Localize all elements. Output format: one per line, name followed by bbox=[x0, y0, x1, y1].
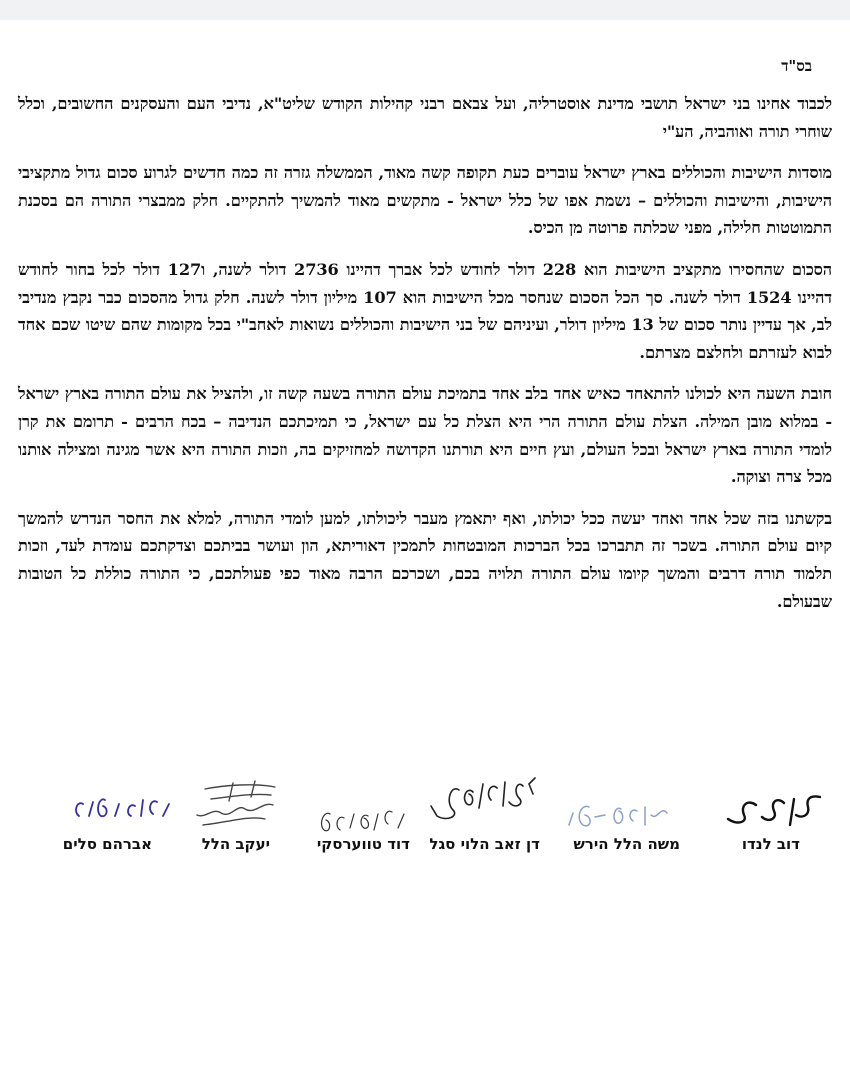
letter-header: בס"ד bbox=[781, 57, 812, 75]
signature-david-twersky bbox=[310, 800, 410, 840]
signature-avraham-salim bbox=[65, 788, 175, 828]
signatory-name: משה הלל הירש bbox=[573, 835, 680, 853]
signatory-name: אברהם סלים bbox=[62, 835, 152, 853]
paragraph-salutation: לכבוד אחינו בני ישראל תושבי מדינת אוסטרליה, ועל צבאם רבני קהילות הקודש שליט"א, נדיבי העם והעסקנים החשובים, וכלל שוחרי תורה ואוהביה, הע"י bbox=[18, 94, 832, 141]
letter-body bbox=[18, 90, 832, 615]
signatory-name: דן זאב הלוי סגל bbox=[429, 835, 540, 853]
top-bar bbox=[0, 0, 850, 20]
signatory-name: יעקב הלל bbox=[201, 835, 270, 853]
paragraph-duty: חובת השעה היא לכולנו להתאחד כאיש אחד בלב אחד בתמיכת עולם התורה בשעה קשה זו, ולהציל את עולם התורה בארץ ישראל - במלוא מובן המילה. הצלת עולם התורה הרי היא הצלת כל עם ישראל, כי תמיכתכם הנדיבה – בכח הרבים - תרומם את קרן לומדי התורה בארץ ישראל ובכל העולם, ועץ חיים היא תורתנו הקדושה למחזיקים בה, וזכות התורה היא אשר מגינה ומצילה אותנו מכל צרה וצוקה. bbox=[18, 384, 832, 487]
paragraph-figures: הסכום שהחסירו מתקציב הישיבות הוא 228 דולר לחודש לכל אברך דהיינו 2736 דולר לשנה, ו127 דולר לכל בחור לחודש דהיינו 1524 דולר לשנה. סך הכל הסכום שנחסר מכל הישיבות הוא 107 מיליון דולר לשנה. חלק גדול מהסכום כבר נקבץ מנדיבי לב, אך עדיין נותר סכום של 13 מיליון דולר, ועיניהם של בני הישיבות והכוללים נשואות לאחב"י בכל מקומות שהם שיטו שכם אחד לבוא לעזרתם ולחלצם מצרתם. bbox=[18, 259, 832, 362]
signature-moshe-hillel-hirsch bbox=[565, 795, 675, 835]
paragraph-request: בקשתנו בזה שכל אחד ואחד יעשה ככל יכולתו, ואף יתאמץ מעבר ליכולתו, למען לומדי התורה, למלא את החסר הנדרש להמשך קיום עולם התורה. בשכר זה תתברכו בכל הברכות המובטחות לתמכין דאוריתא, הון ועושר בביתכם וצדקתכם עומדת לעד, וזכות תלמוד תורה דרבים והמשך קיומו עולם התורה תלויה בכם, ושכרכם הרבה מאוד כפי פעולתכם, כי התורה כוללת כל הטובות שבעולם. bbox=[18, 508, 832, 611]
signature-dan-zeev-segal bbox=[425, 772, 540, 832]
signature-yaakov-hillel bbox=[185, 775, 285, 835]
signatory-name: דוד טווערסקי bbox=[316, 835, 410, 853]
signature-dov-landau bbox=[720, 785, 830, 835]
paragraph-situation: מוסדות הישיבות והכוללים בארץ ישראל עוברים כעת תקופה קשה מאוד, הממשלה גזרה זה כמה חדשים לגרוע סכום גדול מתקציבי הישיבות, והישיבות והכוללים – נשמת אפו של כלל ישראל - מתקשים מאוד להמשיך להתקיים. חלק ממבצרי התורה הם בסכנת התמוטטות חלילה, מפני שכלתה פרוטה מן הכיס. bbox=[18, 163, 832, 238]
signatory-name: דוב לנדו bbox=[741, 835, 800, 853]
